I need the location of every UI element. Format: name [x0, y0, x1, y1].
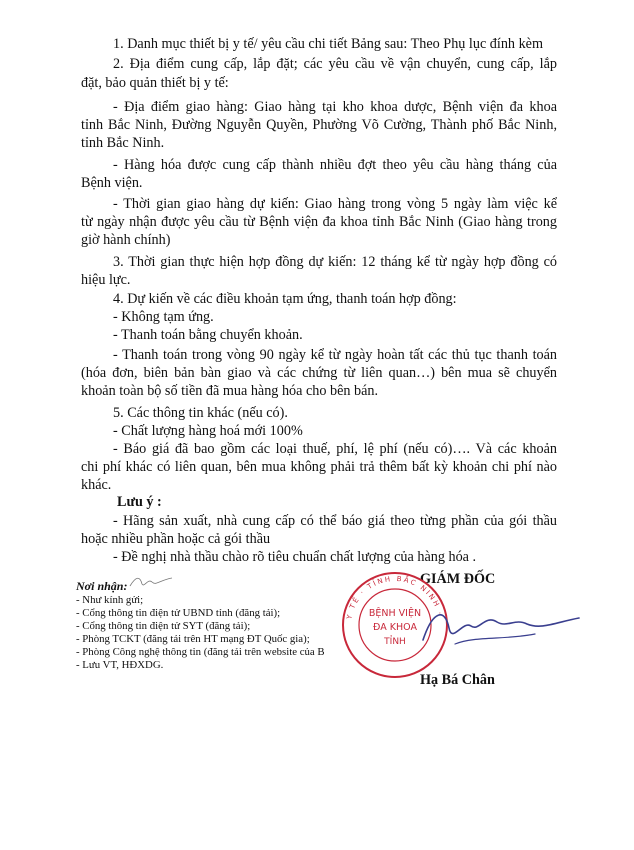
batch-delivery-line1: - Hàng hóa được cung cấp thành nhiều đợt theo yêu cầu hàng tháng của [113, 157, 557, 173]
note-heading: Lưu ý : [117, 494, 162, 510]
initials-scribble [128, 574, 174, 590]
svg-text:BỆNH VIỆN: BỆNH VIỆN [368, 608, 422, 619]
delivery-location-line3: tỉnh Bắc Ninh. [81, 135, 165, 151]
item-3-text-line2: hiệu lực. [81, 272, 131, 288]
delivery-location-line1: - Địa điểm giao hàng: Giao hàng tại kho khoa dược, Bệnh viện đa khoa [113, 99, 557, 115]
note-1-line1: - Hãng sản xuất, nhà cung cấp có thể báo giá theo từng phần của gói thầu [113, 513, 557, 529]
recipient-item: - Như kính gửi; [76, 594, 144, 606]
batch-delivery-line2: Bệnh viện. [81, 175, 143, 191]
payment-terms-line1: - Thanh toán trong vòng 90 ngày kể từ ngày hoàn tất các thủ tục thanh toán [113, 347, 557, 363]
item-3-text-line1: 3. Thời gian thực hiện hợp đồng dự kiến: 12 tháng kể từ ngày hợp đồng có [113, 254, 557, 270]
svg-text:Y TẾ · TỈNH BẮC NINH ·: Y TẾ · TỈNH BẮC NINH · [345, 574, 445, 620]
payment-terms-line3: khoản toàn bộ số tiền đã mua hàng hóa cho bên bán. [81, 383, 379, 399]
delivery-time-line1: - Thời gian giao hàng dự kiến: Giao hàng trong vòng 5 ngày làm việc kể [113, 196, 557, 212]
signer-title: GIÁM ĐỐC [420, 571, 496, 587]
delivery-time-line2: từ ngày nhận được yêu cầu từ Bệnh viện đa khoa tỉnh Bắc Ninh (Giao hàng trong [81, 214, 557, 230]
delivery-time-line3: giờ hành chính) [81, 232, 171, 248]
svg-text:TỈNH: TỈNH [384, 637, 406, 647]
item-2-text-line1: 2. Địa điểm cung cấp, lắp đặt; các yêu cầu về vận chuyển, cung cấp, lắp [113, 56, 557, 72]
bank-transfer-text: - Thanh toán bằng chuyển khoản. [113, 327, 303, 343]
item-2-text-line2: đặt, bảo quản thiết bị y tế: [81, 75, 229, 91]
taxes-note-line1: - Báo giá đã bao gồm các loại thuế, phí, lệ phí (nếu có)…. Và các khoản [113, 441, 557, 457]
payment-terms-line2: (hóa đơn, biên bản bàn giao và các chứng từ liên quan…) bên mua sẽ chuyển [81, 365, 557, 381]
item-1-text: 1. Danh mục thiết bị y tế/ yêu cầu chi tiết Bảng sau: Theo Phụ lục đính kèm [113, 36, 544, 52]
recipients-title: Nơi nhận: [76, 579, 128, 593]
delivery-location-line2: tỉnh Bắc Ninh, Đường Nguyễn Quyền, Phường Võ Cường, Thành phố Bắc Ninh, [81, 117, 557, 133]
recipient-item: - Cổng thông tin điện tử SYT (đăng tải); [76, 620, 251, 632]
recipient-item: - Cổng thông tin điện tử UBND tỉnh (đăng tải); [76, 607, 281, 619]
recipient-item: - Phòng TCKT (đăng tải trên HT mạng ĐT Quốc gia); [76, 633, 310, 645]
taxes-note-line3: khác. [81, 477, 112, 493]
note-1-line2: hoặc nhiều phần hoặc cả gói thầu [81, 531, 271, 547]
item-5-text: 5. Các thông tin khác (nếu có). [113, 405, 288, 421]
recipient-item: - Lưu VT, HĐXDG. [76, 659, 164, 671]
no-advance-text: - Không tạm ứng. [113, 309, 214, 325]
quality-text: - Chất lượng hàng hoá mới 100% [113, 423, 303, 439]
note-2-text: - Đề nghị nhà thầu chào rõ tiêu chuẩn chất lượng của hàng hóa . [113, 549, 477, 565]
taxes-note-line2: chi phí khác có liên quan, bên mua không phải trả thêm bất kỳ khoản chi phí nào [81, 459, 557, 475]
signer-name: Hạ Bá Chân [420, 672, 495, 688]
svg-text:ĐA KHOA: ĐA KHOA [373, 622, 417, 633]
handwritten-signature [415, 600, 585, 660]
item-4-text: 4. Dự kiến về các điều khoản tạm ứng, thanh toán hợp đồng: [113, 291, 457, 307]
recipient-item: - Phòng Công nghệ thông tin (đăng tải trên website của B [76, 646, 325, 658]
